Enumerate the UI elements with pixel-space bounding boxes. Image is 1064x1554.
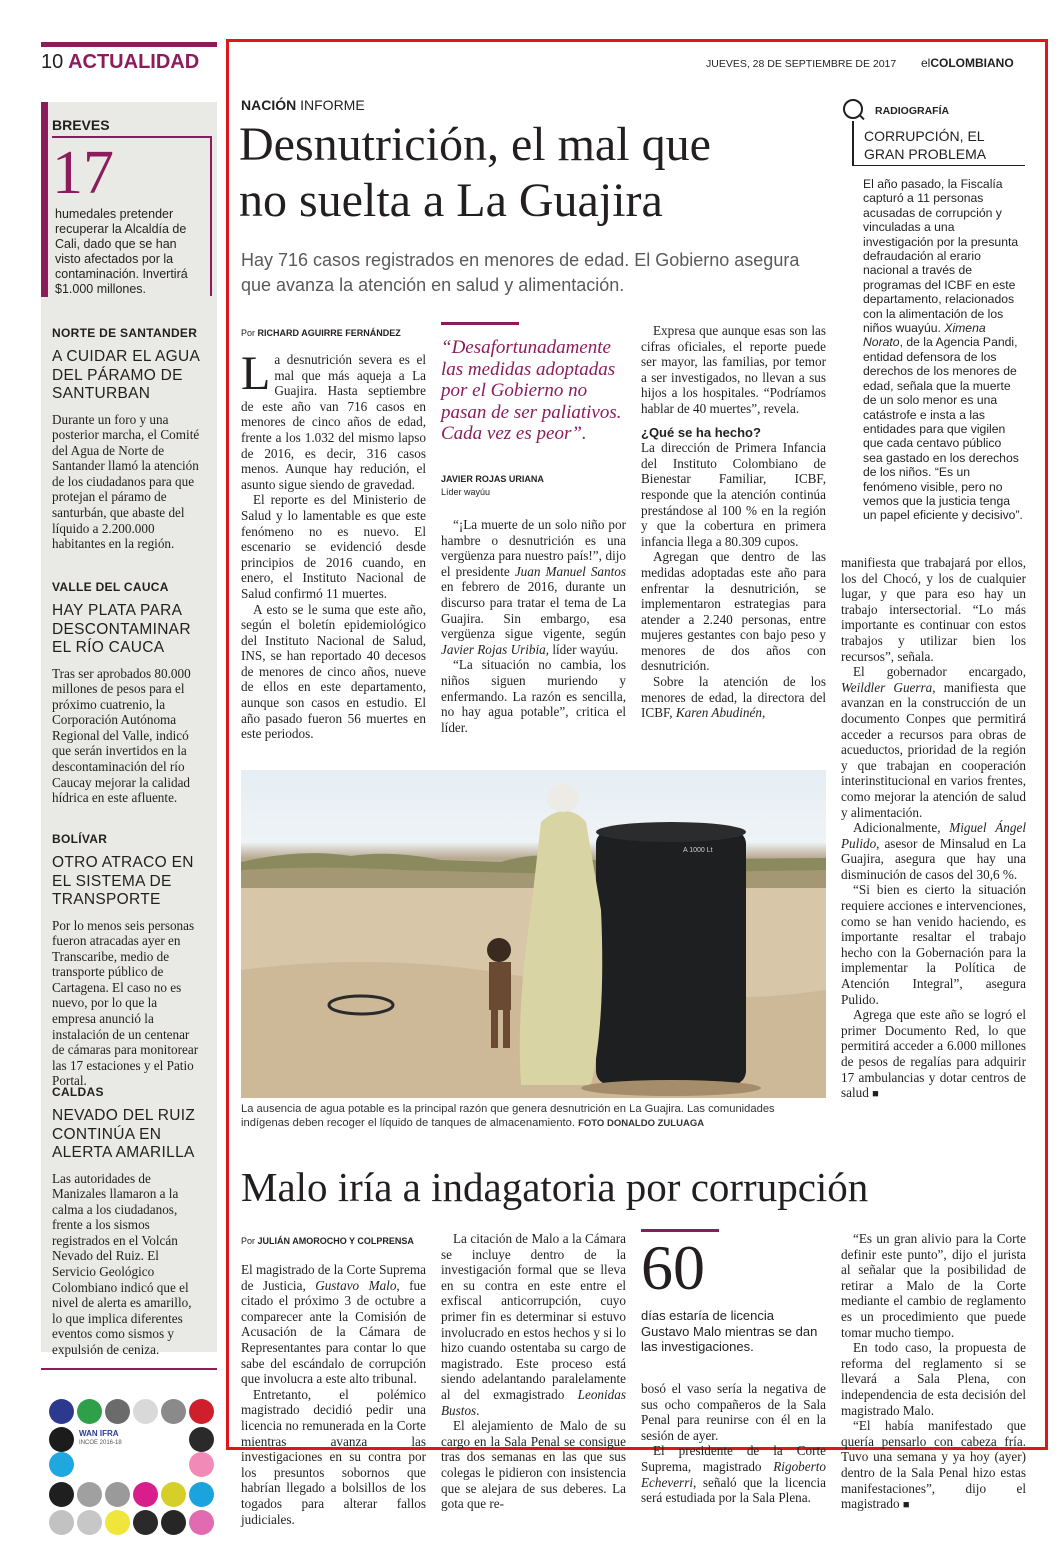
sidebar-item-caldas	[52, 1085, 204, 1358]
radiografia-title: CORRUPCIÓN, EL GRAN PROBLEMA	[864, 128, 987, 162]
region-label: CALDAS	[52, 1085, 104, 1099]
top-rule	[41, 42, 217, 47]
big-number-text: días estaría de licencia Gustavo Malo mientras se dan las investigaciones.	[641, 1308, 818, 1354]
radiografia-text: El año pasado, la Fiscalía capturó a 11 personas acusadas de corrupción y vinculadas a una investigación por la presunta defraudación al erario nacional a través de programas del ICBF en este departamento, relacionados con la alimentación de los niños wuayúu. Ximena Norato, de la Agencia Pandi, entidad defensora de los derechos de los menores de edad, señala que la muerte de un solo menor es una catástrofe e insta a las entidades para que vigilen que cada centavo público sea gastado en los derechos de los niños. “Es un fenómeno visible, pero no vemos que la justicia tenga un papel eficiente y decisivo”.	[863, 177, 1023, 523]
breves-number-rule	[210, 136, 212, 296]
article2-col-2: La citación de Malo a la Cámara se incluye dentro de la investigación formal que se lleva en su contra en este entre el exfiscal anticorrupción, cuyo primer fin es determinar si estuvo involucrado en estos hechos y si lo hizo cuando ostentaba su cargo de magistrado. Este proceso está siendo adelantando paralelamente al del exmagistrado Leonidas Bustos. El alejamiento de Malo de su cargo en la Sala Penal se consigue tras dos semanas en las que sus colegas le pidieron con insistencia que se alejara de sus deberes. La gota que re-	[441, 1231, 626, 1512]
brand-logo: elCOLOMBIANO	[921, 56, 1014, 70]
color-registration-bar	[41, 1368, 217, 1370]
color-swatch	[189, 1427, 214, 1452]
wan-ifra-caption: INCOE 2016-18	[79, 1440, 122, 1446]
tank-label: A 1000 Lt	[683, 847, 713, 854]
color-swatch	[161, 1399, 186, 1424]
radiografia-underline	[852, 165, 1025, 166]
color-swatch	[77, 1510, 102, 1535]
article-col-1: La desnutrición severa es el mal que más aqueja a La Guajira. Hasta septiembre de este año van 716 casos en menores de cinco años de edad, frente a los 1.032 del mismo lapso de 2016, es decir, 316 casos menos. Aunque hay redución, el asunto sigue siendo de gravedad. El reporte es del Ministerio de Salud y lo lamentable es que este fenómeno no es nuevo. El escenario se evidenció desde principios de 2016 cuando, en enero, el Instituto Nacional de Salud confirmó 11 muertes. A esto se le suma que este año, según el boletín epidemiológico del Instituto Nacional de Salud, INS, se han reportado 40 decesos de menores de cinco años, nueve de ellos en este departamento, aunque son casos en estudio. El año pasado fueron 56 muertes en este periodos.	[241, 347, 426, 742]
color-swatch	[133, 1399, 158, 1424]
breves-rule	[52, 136, 210, 138]
brief-title: OTRO ATRACO EN EL SISTEMA DE TRANSPORTE	[52, 854, 194, 908]
color-swatch	[77, 1482, 102, 1507]
photo-scene	[241, 770, 826, 1098]
radiografia-box	[841, 99, 1026, 539]
region-label: VALLE DEL CAUCA	[52, 580, 169, 594]
photo-credit: FOTO DONALDO ZULUAGA	[578, 1118, 705, 1129]
section-name: ACTUALIDAD	[68, 51, 200, 73]
color-swatch	[77, 1399, 102, 1424]
article2-byline: Por JULIÁN AMOROCHO Y COLPRENSA	[241, 1236, 414, 1246]
brief-title: NEVADO DEL RUIZ CONTINÚA EN ALERTA AMARILLA	[52, 1107, 196, 1161]
sidebar-item-bolivar	[52, 832, 204, 1089]
sidebar-item-norte	[52, 326, 204, 552]
article-col-3: Expresa que aunque esas son las cifras oficiales, el reporte puede ser mayor, las familias, por temor a ser investigados, no llevan a sus hijos a los hospitales. “Podríamos hablar de 40 muertes”, revela. ¿Qué se ha hecho? La dirección de Primera Infancia del Instituto Colombiano de Bienestar Familiar, ICBF, responde que la atención continúa prestándose al 100 % en la región y que la cobertura en primera infancia llega a 80.309 cupos. Agregan que dentro de las medidas adoptadas este año para enfrentar la desnutrición, se implementaron estrategias para atender a 2.240 personas, entre mujeres gestantes con bajo peso y menores de dos años con desnutrición. Sobre la atención de los menores de edad, la directora del ICBF, Karen Abudinén,	[641, 323, 826, 721]
radiografia-rule	[852, 121, 854, 166]
article-col-2: “¡La muerte de un solo niño por hambre o desnutrición es una vergüenza para nuestro país!”, dijo el presidente Juan Manuel Santos en febrero de 2016, durante un discurso para tratar el tema de La Guajira. Sin embargo, esa vergüenza sigue vigente, según Javier Rojas Uribia, líder wayúu. “La situación no cambia, los niños siguen muriendo y enfermando. La razón es sencilla, no hay agua potable”, critica el líder.	[441, 517, 626, 735]
article-col-4: manifiesta que trabajará por ellos, los del Chocó, y los de cualquier lugar, y que para eso hay un trabajo intersectorial. “Lo más importante es continuar con estos trabajos y utilizar bien los recursos”, señala. El gobernador encargado, Weildler Guerra, manifiesta que avanzan en la construcción de un documento Conpes que permitirá acceder a recursos para obras de acueductos, prioridad de la región y que trabajan en cooperación interinstitucional en varios frentes, como mejorar la atención de salud y alimentación. Adicionalmente, Miguel Ángel Pulido, asesor de Minsalud en La Guajira, asegura que hay una disminución de casos del 30,6 %. “Si bien es cierto la situación requiere acciones e intervenciones, como se han venido haciendo, es importante resaltar el trabajo hecho con la Gobernación para la implementar la Política de Atención Integral”, asegura Pulido. Agrega que este año se logró el primer Documento Red, lo que permitirá acceder a 6.000 millones de pesos de regalías para adquirir 17 ambulancias y dotar centros de salud ■	[841, 555, 1026, 1101]
color-swatch	[189, 1510, 214, 1535]
quote-rule	[441, 322, 519, 325]
color-swatch	[49, 1399, 74, 1424]
quote-role: Líder wayúu	[441, 487, 491, 497]
color-swatch	[133, 1482, 158, 1507]
quote-author: JAVIER ROJAS URIANA	[441, 474, 544, 484]
brief-text: Por lo menos seis personas fueron atracadas ayer en Transcaribe, medio de transporte público de Cartagena. El caso no es nuevo, por lo que la empresa anunció la instalación de un centenar de cámaras para monitorear las 17 estaciones y el Patio Portal.	[52, 917, 199, 1089]
color-swatch	[189, 1482, 214, 1507]
breves-label: BREVES	[52, 117, 110, 133]
color-swatch	[49, 1452, 74, 1477]
sidebar-item-valle	[52, 580, 204, 806]
end-mark: ■	[902, 1499, 910, 1512]
sidebar-stripe	[41, 102, 48, 297]
brief-text: Las autoridades de Manizales llamaron a la calma a los ciudadanos, frente a los sismos registrados en el Volcán Nevado del Ruiz. El Servicio Geológico Colombiano indicó que el nivel de alerta es amarillo, lo que implica diferentes eventos como sismos y expulsión de ceniza.	[52, 1170, 192, 1358]
article2-col-1: El magistrado de la Corte Suprema de Justicia, Gustavo Malo, fue citado el próximo 3 de octubre a comparecer ante la Comisión de Acusación de la Cámara de Representantes para contar lo que sabe del escándalo de corrupción que involucra a este alto tribunal. Entretanto, el polémico magistrado decidió pedir una licencia no remunerada en la Corte mientras avanza las investigaciones en su contra por los presuntos sobornos que habrían llegado a bolsillos de los togados para alterar fallos judiciales.	[241, 1262, 426, 1527]
color-swatch	[133, 1510, 158, 1535]
drop-cap: L	[241, 347, 271, 400]
color-swatch	[49, 1482, 74, 1507]
article-kicker: NACIÓN INFORME	[241, 97, 365, 113]
color-swatch	[189, 1452, 214, 1477]
color-swatch	[161, 1510, 186, 1535]
color-swatch	[105, 1482, 130, 1507]
color-swatch	[189, 1399, 214, 1424]
color-swatches	[41, 1395, 221, 1525]
region-label: BOLÍVAR	[52, 832, 108, 846]
color-swatch	[105, 1399, 130, 1424]
color-swatch	[161, 1482, 186, 1507]
region-label: NORTE DE SANTANDER	[52, 326, 198, 340]
end-mark: ■	[872, 1088, 879, 1101]
brief-text: Tras ser aprobados 80.000 millones de pesos para el próximo cuatrenio, la Corporación Autónoma Regional del Valle, indicó que serán invertidos en la descontaminación del río Caucay mejorar la calidad hídrica en este afluente.	[52, 665, 191, 806]
issue-date: JUEVES, 28 DE SEPTIEMBRE DE 2017	[706, 58, 897, 70]
wan-ifra-logo: WAN IFRA	[79, 1429, 119, 1438]
brief-title: HAY PLATA PARA DESCONTAMINAR EL RÍO CAUCA	[52, 602, 191, 656]
article2-headline: Malo iría a indagatoria por corrupción	[241, 1164, 869, 1210]
article-subtitle: Hay 716 casos registrados en menores de edad. El Gobierno asegura que avanza la atención en salud y alimentación.	[241, 250, 800, 295]
page-number: 10	[41, 51, 64, 73]
byline: Por RICHARD AGUIRRE FERNÁNDEZ	[241, 328, 401, 338]
color-swatch	[49, 1510, 74, 1535]
photo-caption: La ausencia de agua potable es la principal razón que genera desnutrición en La Guajira. Las comunidades indígenas deben recoger el líquido de tanques de almacenamiento. FOTO DONALDO ZULUAGA	[241, 1103, 775, 1129]
article2-col-3: bosó el vaso sería la negativa de sus ocho compañeros de la Sala Penal para reunirse con él en la sesión de ayer. El presidente de la Corte Suprema, magistrado Rigoberto Echeverri, señaló que la licencia será estudiada por la Sala Plena.	[641, 1381, 826, 1506]
article2-col-4: “Es un gran alivio para la Corte definir este punto”, dijo el jurista al señalar que la posibilidad de retirar a Malo de la Corte mediante el cambio de reglamento es un procedimiento que puede tomar mucho tiempo. En todo caso, la propuesta de reforma del reglamento si se llevará a Sala Plena, con independencia de esta decisión del magistrado Malo. “El había manifestado que quería pensarlo con cabeza fría. Tuvo una semana y ya hoy (ayer) dentro de la Sala Penal hizo estas manifestaciones”, dijo el magistrado ■	[841, 1231, 1026, 1512]
brief-text: Durante un foro y una posterior marcha, el Comité del Agua de Norte de Santander llamó la atención de los ciudadanos para que protejan el páramo de santurbán, que abaste del líquido a 2.200.000 habitantes en la región.	[52, 411, 200, 552]
breve-number: 17	[52, 139, 114, 207]
big-number: 60	[641, 1232, 705, 1303]
pull-quote: “Desafortunadamente las medidas adoptadas por el Gobierno no pasan de ser paliativos. Cada vez es peor”.	[441, 337, 622, 444]
article-photo	[241, 770, 826, 1098]
color-swatch	[105, 1510, 130, 1535]
radiografia-label: RADIOGRAFÍA	[875, 105, 950, 117]
color-swatch	[49, 1427, 74, 1452]
article-headline: Desnutrición, el mal que no suelta a La Guajira	[239, 118, 711, 227]
brief-title: A CUIDAR EL AGUA DEL PÁRAMO DE SANTURBAN	[52, 348, 200, 402]
page-header-left	[41, 51, 199, 74]
subheading: ¿Qué se ha hecho?	[641, 424, 761, 440]
search-icon-handle	[858, 114, 864, 120]
breve-text: humedales pretender recuperar la Alcaldía de Cali, dado que se han visto afectados por la contaminación. Invertirá $1.000 millones.	[55, 207, 188, 296]
